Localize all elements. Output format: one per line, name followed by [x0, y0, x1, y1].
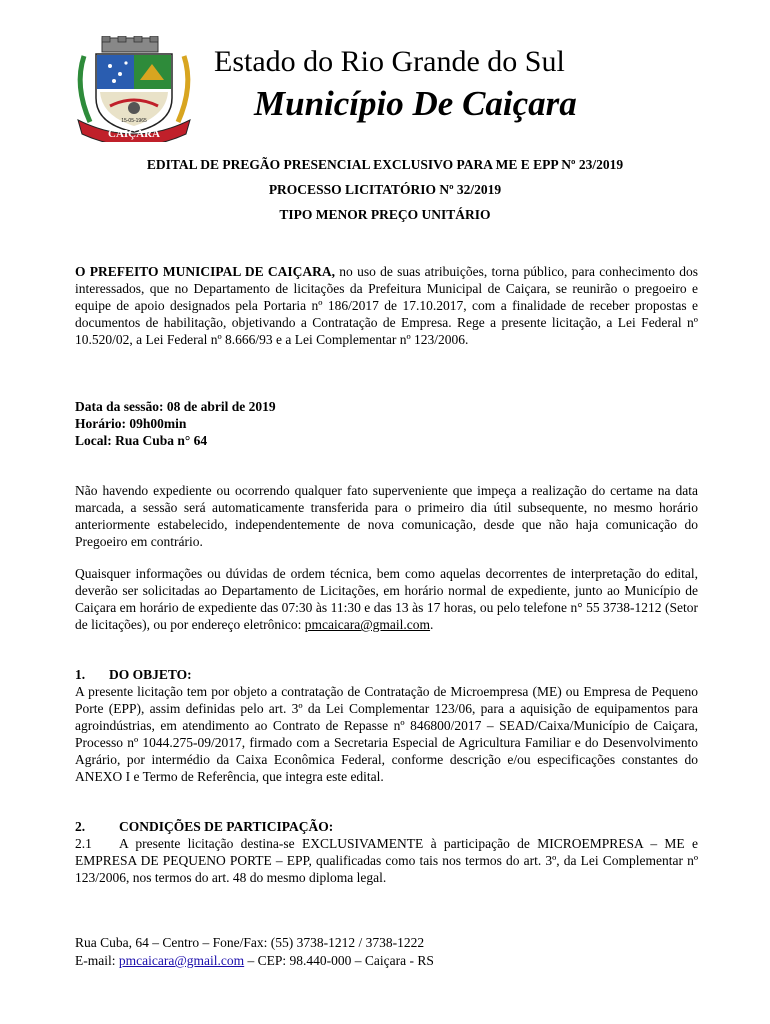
intro-lead: O PREFEITO MUNICIPAL DE CAIÇARA,: [75, 264, 336, 279]
contact-end: .: [430, 617, 434, 632]
header-state-title: Estado do Rio Grande do Sul: [214, 45, 565, 78]
section-2-title: CONDIÇÕES DE PARTICIPAÇÃO:: [119, 819, 334, 834]
section-2-number: 2.: [75, 819, 86, 834]
postponement-paragraph: Não havendo expediente ou ocorrendo qualquer fato superveniente que impeça a realização do certame na data marcada, a sessão será automaticamente transferida para o primeiro dia útil subsequente, no mesmo horário anteriormente estabelecido, independentemente de nova comunicação, desde que não haja comunicação do Pregoeiro em contrário.: [75, 483, 698, 549]
section-1-title: DO OBJETO:: [109, 667, 192, 682]
session-time: Horário: 09h00min: [75, 416, 187, 431]
footer-contact: [75, 952, 434, 970]
header-city-title: Município De Caiçara: [254, 84, 577, 123]
footer-email-label: E-mail:: [75, 953, 119, 968]
section-2-1-text: [75, 835, 698, 886]
process-title: PROCESSO LICITATÓRIO Nº 32/2019: [268, 182, 502, 197]
edital-title: EDITAL DE PREGÃO PRESENCIAL EXCLUSIVO PARA ME E EPP Nº 23/2019: [146, 157, 624, 172]
section-1-text: A presente licitação tem por objeto a contratação de Contratação de Microempresa (ME) ou Empresa de Pequeno Porte (EPP), assim definidas pelo art. 3º da Lei Complementar 123/06, para a aquisição de equipamentos para agroindústrias, em atendimento ao Contrato de Repasse nº 846800/2017 – SEAD/Caixa/Município de Caiçara, Processo nº 1044.275-09/2017, firmado com a Secretaria Especial de Agricultura Familiar e do Desenvolvimento Agrário, por intermédio da Caixa Econômica Federal, conforme descrição e/ou especificações constantes do ANEXO I e Termo de Referência, que integra este edital.: [75, 684, 698, 784]
session-place: Local: Rua Cuba n° 64: [75, 433, 208, 448]
intro-text: no uso de suas atribuições, torna público, para conhecimento dos interessados, que no Departamento de licitações da Prefeitura Municipal de Caiçara, se reunirão o pregoeiro e equipe de apoio designados pela Portaria nº 186/2017 de 17.10.2017, com a finalidade de receber propostas e documentos de habilitação, objetivando a Contratação de Empresa. Rege a presente licitação, a Lei Federal nº 10.520/02, a Lei Federal nº 8.666/93 e a Lei Complementar nº 123/2006.: [75, 264, 698, 347]
contact-paragraph: [75, 565, 698, 633]
section-1-heading: [75, 666, 192, 683]
section-2-1-number: 2.1: [75, 836, 92, 851]
municipal-crest-logo: [70, 36, 198, 142]
session-date: Data da sessão: 08 de abril de 2019: [75, 399, 276, 414]
type-title: TIPO MENOR PREÇO UNITÁRIO: [279, 207, 491, 222]
footer-address: Rua Cuba, 64 – Centro – Fone/Fax: (55) 3738-1212 / 3738-1222: [75, 935, 425, 950]
crest-banner-text: CAIÇARA: [108, 128, 160, 140]
contact-email-link[interactable]: pmcaicara@gmail.com: [304, 617, 431, 632]
contact-text: Quaisquer informações ou dúvidas de ordem técnica, bem como aquelas decorrentes de interpretação do edital, deverão ser solicitadas ao Departamento de Licitações, em horário normal de expediente, junto ao Município de Caiçara em horário de expediente das 07:30 às 11:30 e das 13 às 17 horas, ou pelo telefone n° 55 3738-1212 (Setor de licitações), ou por endereço eletrônico:: [75, 566, 698, 632]
crest-date-text: 15-05-1965: [121, 118, 147, 124]
section-2-1-body: A presente licitação destina-se EXCLUSIVAMENTE à participação de MICROEMPRESA – ME e EMPRESA DE PEQUENO PORTE – EPP, qualificadas como tais nos termos do art. 3º, da Lei Complementar nº 123/2006, nos termos do art. 48 do mesmo diploma legal.: [75, 836, 698, 885]
section-1-number: 1.: [75, 667, 86, 682]
footer-email-link[interactable]: pmcaicara@gmail.com: [118, 953, 245, 968]
footer-cep: – CEP: 98.440-000 – Caiçara - RS: [244, 953, 434, 968]
intro-paragraph: [75, 263, 698, 348]
section-2-heading: [75, 818, 333, 835]
